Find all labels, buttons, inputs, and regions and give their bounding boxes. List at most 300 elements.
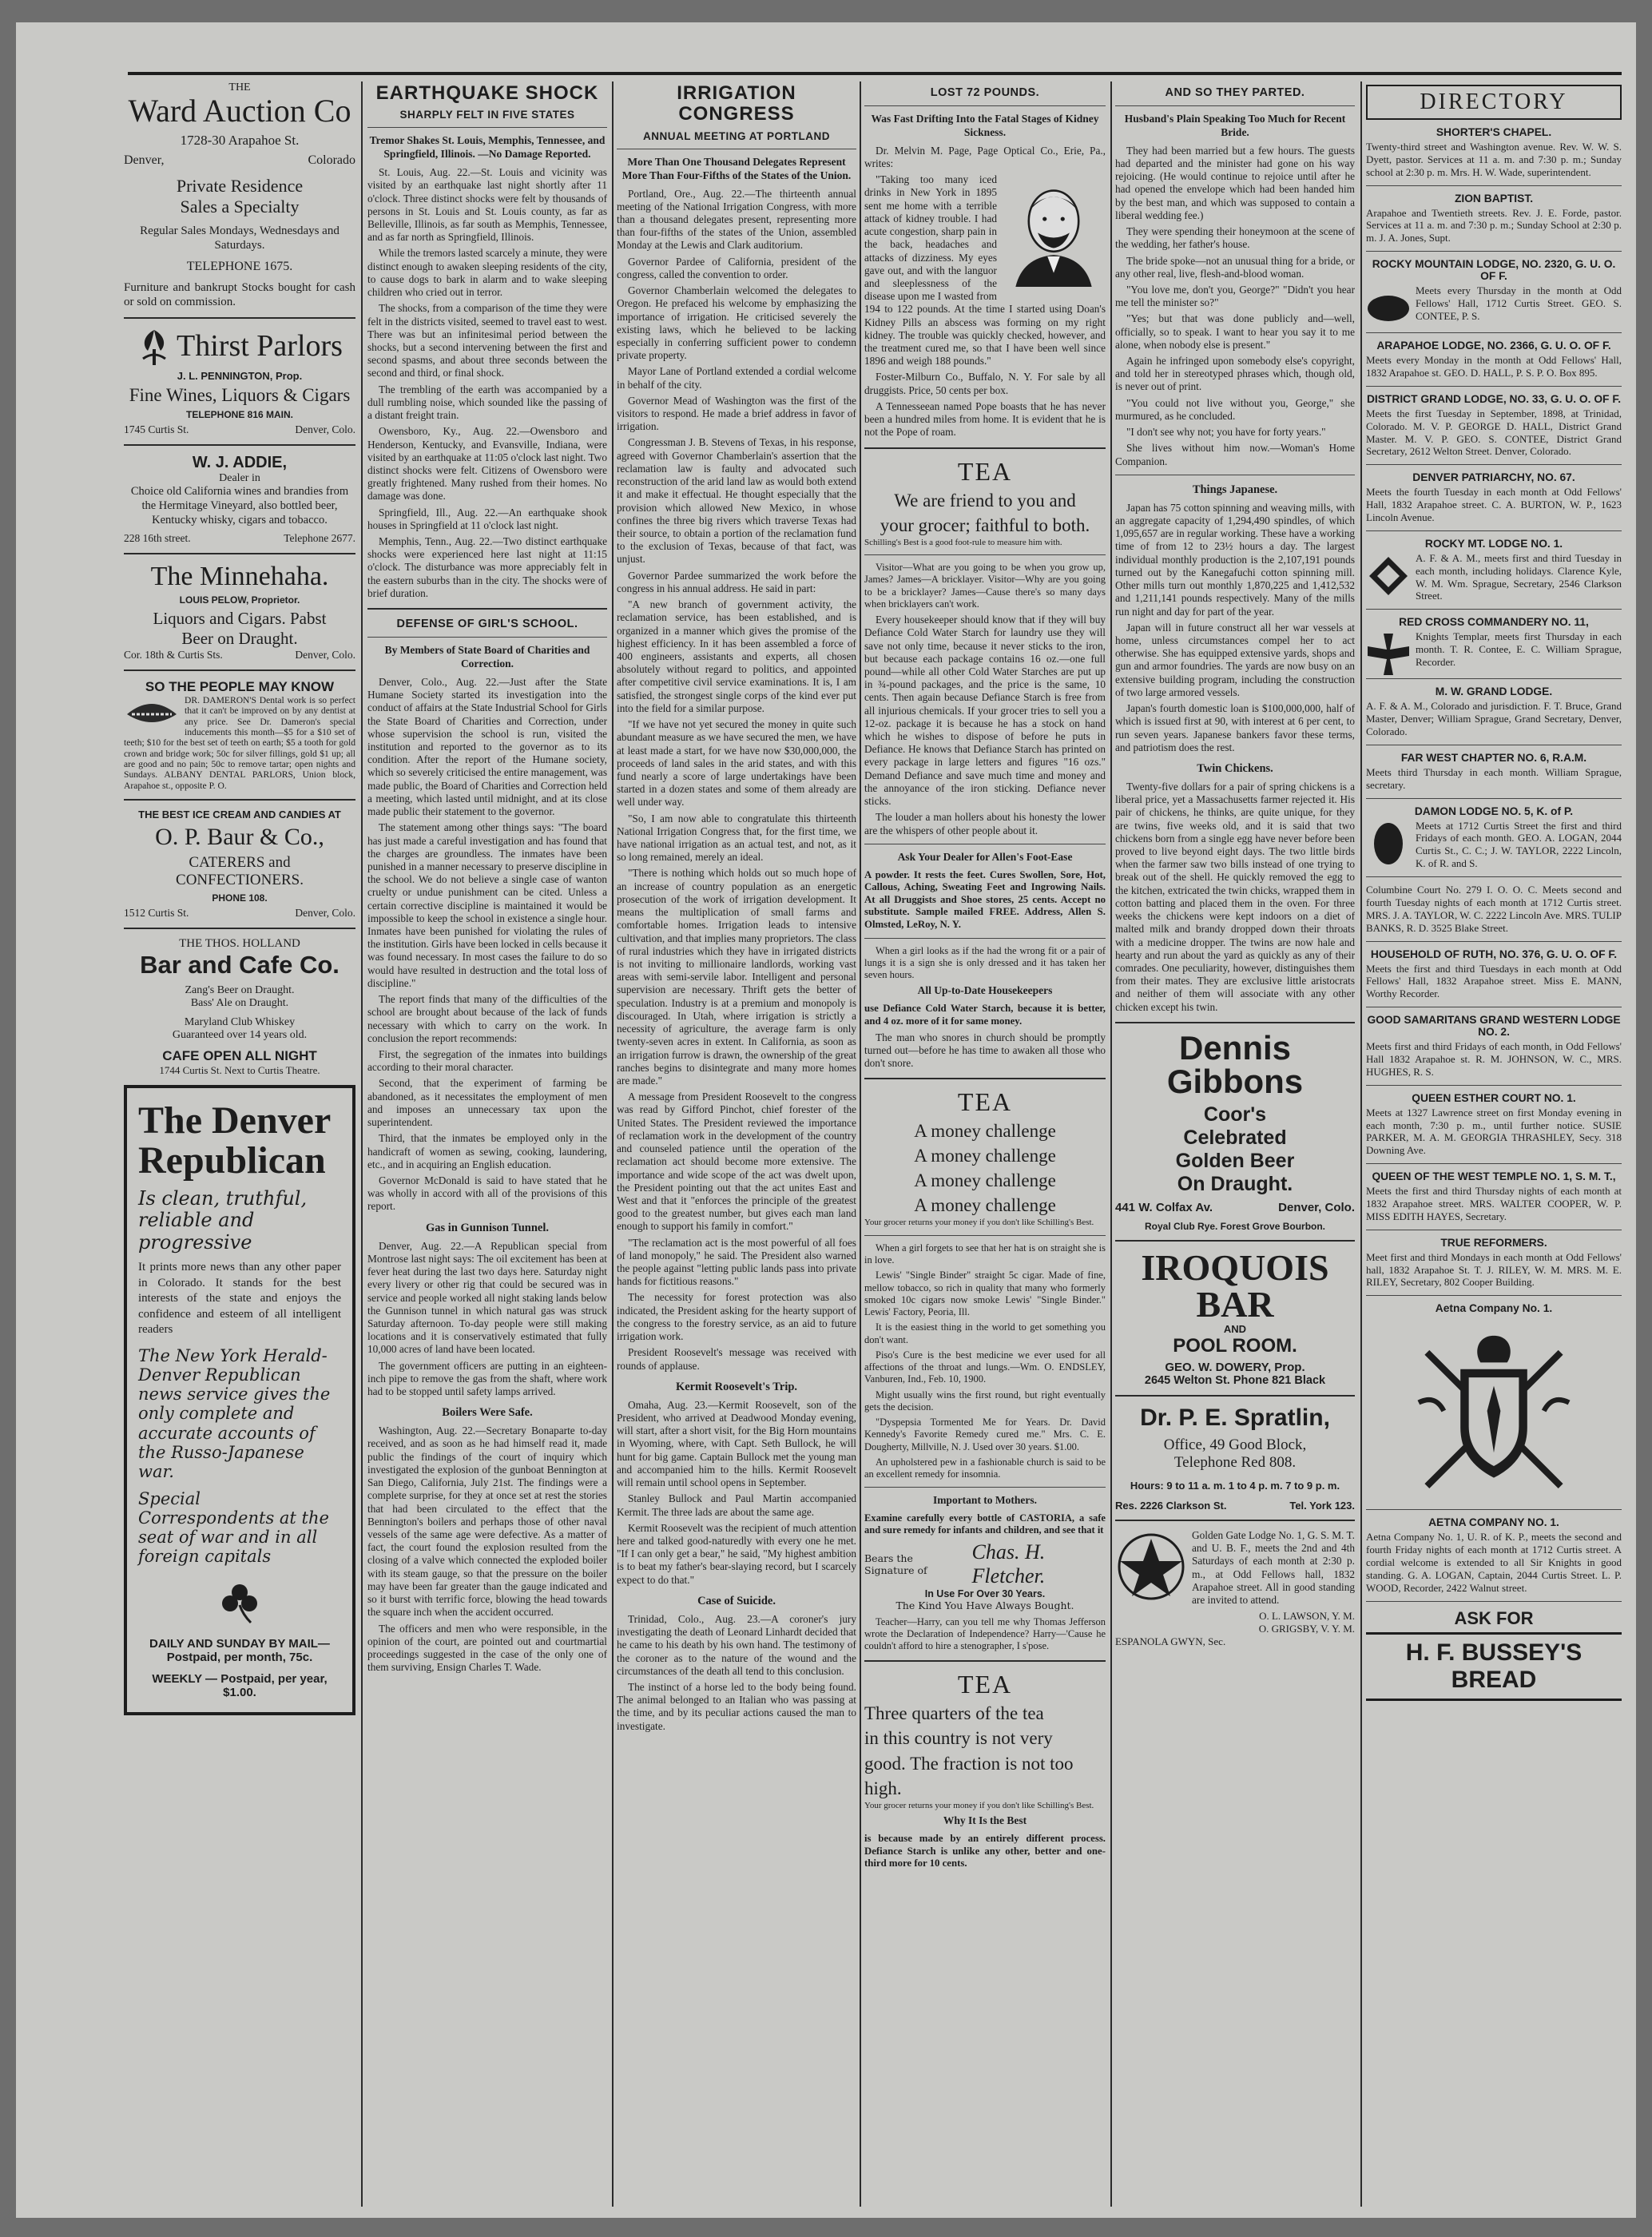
paragraph: Japan will in future construct all her war vessels at home, unless circumstances compel her to act otherwise. She has equipped extensive yards, shops and gun and armor foundries. The yards are now busy on an extensive building program, including the construction of two large armored vessels. bbox=[1115, 621, 1355, 698]
paragraph: Governor Mead of Washington was the first of the visitors to respond. He made a brief address in favor of irrigation. bbox=[617, 394, 856, 433]
divider bbox=[1366, 185, 1622, 186]
ad-text: DAILY AND SUNDAY BY MAIL—Postpaid, per month, 75c. bbox=[149, 1636, 330, 1664]
ad-title: O. P. Baur & Co., bbox=[155, 823, 324, 850]
shamrock-ornament-icon bbox=[216, 1578, 264, 1626]
paragraph: They had been married but a few hours. The guests had departed and the minister had gone on his way rejoicing. (He would continue to rejoice until after he had opened the envelope which had been handed him by the best man, and which was supposed to contain a liberal wedding fee.) bbox=[1115, 144, 1355, 221]
ad-city: Denver, Colo. bbox=[295, 423, 355, 436]
directory-entry bbox=[1366, 752, 1622, 799]
ad-text: your grocer; faithful to both. bbox=[880, 515, 1090, 535]
girls-school-article bbox=[367, 618, 607, 1214]
divider bbox=[124, 317, 355, 319]
paragraph: The report finds that many of the difficulties of the school are brought about because of the lack of funds necessary with which to carry on the work. In conclusion the report recommends: bbox=[367, 993, 607, 1044]
deck: By Members of State Board of Charities and Correction. bbox=[384, 644, 590, 670]
paragraph: It is the easiest thing in the world to get something you don't want. bbox=[864, 1321, 1106, 1345]
paragraph: Third, that the inmates be employed only in the handicraft of women as sewing, cooking, laundering, etc., and in acquiring an English education. bbox=[367, 1132, 607, 1170]
paragraph: While the tremors lasted scarcely a minute, they were distinct enough to awaken sleeping residents of the city, to cause dogs to bark in alarm and to wake sleeping children who cried out in terror. bbox=[367, 247, 607, 299]
ad-text: On Draught. bbox=[1177, 1172, 1293, 1195]
ad-text: It prints more news than any other paper in Colorado. It stands for the best interests of the state and enjoys the confidence and esteem of all intelligent readers bbox=[138, 1261, 341, 1337]
ad-phone: TELEPHONE 1675. bbox=[186, 259, 293, 273]
paragraph: Governor McDonald is said to have stated that he was wholly in accord with all of the provisions of this report. bbox=[367, 1174, 607, 1213]
ad-proprietor: J. L. PENNINGTON, Prop. bbox=[177, 370, 303, 383]
paragraph: Denver, Aug. 22.—A Republican special from Montrose last night says: The oil excitement has been at fever heat during the last two days here. Saturday night every livery or other rig that could be secured was in service and people worked all night staking lands below the Gunnison tunnel in which natural gas was struck Saturday afternoon. To-day people were still making locations and it is conservatively estimated that fully 10,000 acres of land have been located. bbox=[367, 1239, 607, 1356]
paragraph: An upholstered pew in a fashionable church is said to be an excellent remedy for insomnia. bbox=[864, 1456, 1106, 1480]
ad-text: DR. DAMERON'S Dental work is so perfect that it can't be improved on by any dentist at any price. See Dr. Dameron's special inducements this month—$5 for a $10 set of teeth; $10 for the best set of teeth on earth; $5 a tooth for gold crown and bridge work; 50c for silver fillings, gold $1 up; all are good and no pain; 50c to remove tartar; open nights and Sundays. ALBANY DENTAL PARLORS, Union block, Arapahoe st., opposite P. O. bbox=[124, 694, 355, 791]
ad-title: Bar and Cafe Co. bbox=[140, 950, 340, 979]
tea-ad-1 bbox=[864, 457, 1106, 549]
ad-text: Zang's Beer on Draught. bbox=[185, 983, 295, 996]
paragraph: Stanley Bullock and Paul Martin accompanied Kermit. The three lads are about the same age. bbox=[617, 1492, 856, 1518]
ad-title: Ward Auction Co bbox=[128, 93, 351, 129]
directory-entry bbox=[1366, 471, 1622, 531]
ad-title: Dr. P. E. Spratlin, bbox=[1140, 1404, 1330, 1431]
divider bbox=[864, 105, 1106, 106]
ad-text: Maryland Club Whiskey bbox=[184, 1015, 296, 1028]
directory-entry-heading: HOUSEHOLD OF RUTH, NO. 376, G. U. O. OF F. bbox=[1370, 948, 1618, 960]
ad-title: TEA bbox=[957, 1670, 1013, 1699]
iroquois-bar-ad bbox=[1115, 1246, 1355, 1387]
directory-entry-text: Knights Templar, meets first Thursday in each month. T. R. Contee, E. C. William Sprague, Recorder. bbox=[1416, 630, 1622, 669]
ad-text: Golden Beer bbox=[1175, 1149, 1295, 1172]
ad-city: Denver, Colo. bbox=[1278, 1200, 1355, 1214]
divider bbox=[1366, 798, 1622, 799]
ad-address: Cor. 18th & Curtis Sts. bbox=[124, 648, 223, 661]
ad-title: The Denver bbox=[138, 1099, 332, 1142]
divider bbox=[864, 938, 1106, 939]
officer: ESPANOLA GWYN, Sec. bbox=[1115, 1635, 1226, 1648]
paragraph: Owensboro, Ky., Aug. 22.—Owensboro and Henderson, Kentucky, and Evansville, Indiana, were visited by an earthquake at 11:05 o'clock last night. Two distinct shocks were felt. Citizens of Owensboro were greatly frightened. Many rushed from their homes. No damage was done. bbox=[367, 425, 607, 503]
ad-text: In Use For Over 30 Years. bbox=[924, 1587, 1046, 1599]
directory-entry-heading: DENVER PATRIARCHY, NO. 67. bbox=[1412, 471, 1575, 484]
divider bbox=[1366, 251, 1622, 252]
paragraph: "Yes; but that was done publicly and—well, officially, so to speak. I want to hear you say it to me alone, when nobody else is present." bbox=[1115, 312, 1355, 351]
directory-entry-heading: FAR WEST CHAPTER NO. 6, R.A.M. bbox=[1400, 751, 1587, 764]
ad-title: TEA bbox=[957, 456, 1013, 486]
portrait-illustration-icon bbox=[1002, 175, 1106, 295]
paragraph: Trinidad, Colo., Aug. 23.—A coroner's jury investigating the death of Leonard Linhardt decided that he came to his death by his own hand. The testimony of the coroner as to the nature of the wound and the circumstances of the death all tend to this conclusion. bbox=[617, 1612, 856, 1677]
directory-entry-text: A. F. & A. M., meets first and third Tuesday in each month, including holidays. Clarence Kyle, W. M. Wm. Sprague, Secretary, 2546 Clarkson Street. bbox=[1416, 551, 1622, 602]
ad-proprietor: GEO. W. DOWERY, Prop. bbox=[1165, 1360, 1305, 1374]
ad-text: Dealer in bbox=[219, 472, 260, 485]
ad-title: Thirst Parlors bbox=[177, 329, 343, 364]
paragraph: Memphis, Tenn., Aug. 22.—Two distinct earthquake shocks were experienced here last night at 11:15 o'clock. The disturbance was more appreciably felt in the eastern suburbs than in the city. The shocks were of brief duration. bbox=[367, 535, 607, 599]
spratlin-ad bbox=[1115, 1405, 1355, 1512]
directory-entry-heading: TRUE REFORMERS. bbox=[1440, 1236, 1547, 1249]
paragraph: Washington, Aug. 22.—Secretary Bonaparte to-day received, and as soon as he had himself read it, made public the findings of the court of inquiry which investigated the explosion of the gunboat Bennington at San Diego, California, July 21st. The findings were a complete surprise, for they at once set at rest the stories that had been circulated to the effect that the Bennington's boilers and perhaps those of other naval vessels of the same age were defective. As a matter of fact, the court found the explosion resulted from the closing of a valve which connected the exploded boiler with its steam gauge, so that the pressure on the boiler may have been far greater than the gauge indicated and so it burst with terrific force, blowing the head towards the square inch when the accident occurred. bbox=[367, 1424, 607, 1619]
ad-title: SO THE PEOPLE MAY KNOW bbox=[145, 678, 335, 694]
paragraph: The statement among other things says: "The board has just made a careful investigation and has found that the charges are groundless. The inmates have been punished in a manner necessary to preserve discipline in the school. We do not believe a single case of wanton cruelty or undue punishment can be cited. Unless a certain corrective discipline is maintained it would be impossible to keep the school in existence a single hour. Inmates have been punished for violating the rules of the institution. Girls have been locked in cells because it was found necessary. In most cases the failure to do so would have resulted in destruction and the total loss of discipline." bbox=[367, 821, 607, 989]
tea-ad-2 bbox=[864, 1087, 1106, 1229]
paragraph: Mayor Lane of Portland extended a cordial welcome in behalf of the city. bbox=[617, 365, 856, 391]
thirst-parlors-ad bbox=[124, 327, 355, 436]
news-column-5 bbox=[1115, 81, 1355, 2207]
ads-column bbox=[124, 81, 355, 2207]
ad-note: Your grocer returns your money if you don't like Schilling's Best. bbox=[864, 1218, 1094, 1228]
divider bbox=[1115, 1395, 1355, 1397]
directory-entry-text: Meets third Thursday in each month. William Sprague, secretary. bbox=[1366, 765, 1622, 791]
paragraph: "I don't see why not; you have for forty years." bbox=[1126, 426, 1326, 439]
ad-tagline: Is clean, truthful, reliable and progressive bbox=[138, 1186, 308, 1254]
ad-text: CAFE OPEN ALL NIGHT bbox=[162, 1047, 317, 1063]
headline: Case of Suicide. bbox=[697, 1594, 776, 1607]
directory-entry bbox=[1366, 1170, 1622, 1230]
ad-text: A money challenge bbox=[914, 1146, 1056, 1166]
directory-entry bbox=[1366, 1237, 1622, 1297]
ad-city: Denver, Colo. bbox=[295, 648, 355, 661]
ad-city: Denver, Colo. bbox=[295, 906, 355, 919]
paragraph: Springfield, Ill., Aug. 22.—An earthquake shook houses in Springfield at 11 o'clock last night. bbox=[367, 506, 607, 531]
divider bbox=[367, 127, 607, 128]
directory-entry-heading: QUEEN OF THE WEST TEMPLE NO. 1, S. M. T., bbox=[1372, 1170, 1616, 1183]
paragraph: The instinct of a horse led to the body being found. The animal belonged to an Italian who was passing at the time, and by its peculiar actions caused the man to investigate. bbox=[617, 1680, 856, 1732]
ad-title: W. J. ADDIE, bbox=[192, 454, 288, 472]
directory-entry-text: Meets every Thursday in the month at Odd Fellows' Hall, 1712 Curtis Street. GEO. S. CONTEE, P. S. bbox=[1416, 284, 1622, 322]
ad-address: 441 W. Colfax Av. bbox=[1115, 1200, 1213, 1214]
ad-text: Royal Club Rye. Forest Grove Bourbon. bbox=[1144, 1220, 1326, 1232]
directory-entry-text: Meets the first Tuesday in September, 1898, at Trinidad, Colorado. M. V. P. GEORGE D. HALL, District Grand Master. M. V. P. GEO. S. CONTEE, District Grand Secretary, 2612 Welton Street. Denver, Colorado. bbox=[1366, 407, 1622, 458]
directory-entry bbox=[1366, 340, 1622, 387]
ad-title: Dennis Gibbons bbox=[1166, 1028, 1304, 1100]
ad-phone: Telephone Red 808. bbox=[1173, 1453, 1297, 1471]
headline: LOST 72 POUNDS. bbox=[930, 86, 1040, 99]
ad-text: high. bbox=[864, 1778, 902, 1798]
directory-entry bbox=[1366, 538, 1622, 610]
ad-title: All Up-to-Date Housekeepers bbox=[917, 984, 1053, 997]
divider bbox=[1115, 1520, 1355, 1521]
ad-title: Ask Your Dealer for Allen's Foot-Ease bbox=[897, 850, 1073, 863]
divider bbox=[1366, 464, 1622, 465]
ad-text: 1744 Curtis St. Next to Curtis Theatre. bbox=[159, 1063, 320, 1076]
ad-phone: TELEPHONE 816 MAIN. bbox=[185, 409, 294, 421]
directory-entry-heading: GOOD SAMARITANS GRAND WESTERN LODGE NO. 2. bbox=[1367, 1014, 1621, 1039]
divider bbox=[367, 608, 607, 610]
officer: O. GRIGSBY, V. Y. M. bbox=[1258, 1623, 1355, 1635]
divider bbox=[124, 928, 355, 929]
paragraph: "You love me, don't you, George?" "Didn't you hear me tell the minister so?" bbox=[1115, 283, 1355, 309]
divider bbox=[1366, 1509, 1622, 1510]
divider bbox=[864, 1487, 1106, 1488]
ad-text: Liquors and Cigars. Pabst bbox=[153, 608, 327, 628]
column-rule bbox=[361, 81, 363, 2207]
news-column-3 bbox=[617, 81, 856, 2207]
directory-entry-heading: DISTRICT GRAND LODGE, NO. 33, G. U. O. OF F. bbox=[1366, 392, 1622, 405]
directory-list bbox=[1366, 126, 1622, 1602]
paragraph: Omaha, Aug. 23.—Kermit Roosevelt, son of the President, who arrived at Deadwood Monday evening, will start, after a short visit, for the Big Horn mountains in Wyoming, where, with Capt. Seth Bullock, he will hunt for big game. Captain Bullock met the young man and accompanied him to the hills. Kermit Roosevelt will remain until school opens in September. bbox=[617, 1398, 856, 1489]
subheadline: ANNUAL MEETING AT PORTLAND bbox=[643, 129, 830, 142]
directory-entry-heading: SHORTER'S CHAPEL. bbox=[1436, 126, 1552, 138]
paragraph: The trembling of the earth was accompanied by a dull rumbling noise, which sounded like the passing of a distant freight train. bbox=[367, 383, 607, 422]
directory-entry-heading: ROCKY MT. LODGE NO. 1. bbox=[1424, 537, 1563, 550]
ad-text: Guaranteed over 14 years old. bbox=[172, 1028, 308, 1041]
dennis-gibbons-ad bbox=[1115, 1028, 1355, 1232]
paragraph: When a girl looks as if the had the wrong fit or a pair of lungs it is a sign she is only dressed and it has taken her seven hours. bbox=[864, 944, 1106, 981]
directory-entry-text: Meets first and third Fridays of each month, in Odd Fellows' Hall 1832 Arapahoe st. R. M. JOHNSON, W. C., MRS. HUGHES, R. S. bbox=[1366, 1040, 1622, 1078]
paragraph: Every housekeeper should know that if they will buy Defiance Cold Water Starch for laundry use they will save not only time, because it never sticks to the iron, but because each package contains 16 oz.—one full pound—while all other Cold Water Starches are put up in ¾-pound packages, and the price is the same, 10 cents. Then again because Defiance Starch is free from all injurious chemicals. If your grocer tries to sell you a 12-oz. package it is because he has a stock on hand which he wishes to dispose of before he puts in Defiance. He knows that Defiance Starch has printed on every package in large letters and figures "16 ozs." Demand Defiance and save much time and money and the annoyance of the iron sticking. Defiance never sticks. bbox=[864, 614, 1106, 808]
ad-text: Private Residence bbox=[176, 176, 304, 196]
ad-text: The New York Herald-Denver Republican news service gives the only complete and accurate accounts of the Russo-Japanese war. bbox=[138, 1345, 331, 1481]
deck: More Than One Thousand Delegates Represent More Than Four-Fifths of the States of the Union. bbox=[621, 155, 852, 181]
divider bbox=[864, 1660, 1106, 1662]
directory-entry-text: Meets the first and third Thursday nights of each month at 1832 Arapahoe street. MRS. WALTER COOPER, W. P. MISS EDITH HAYES, Secretary. bbox=[1366, 1185, 1622, 1222]
directory-entry bbox=[1366, 805, 1622, 877]
paragraph: A message from President Roosevelt to the congress was read by Gifford Pinchot, chief forester of the United States. The President reviewed the importance of reclamation work in the development of the country and counseled patience until the operation of the reclamation act should become more extensive. The importance and wide scope of the act was dwelt upon, the President pointing out that the act unites East and West and that it "enforces the principle of the greatest good to the greatest number, but gives each man land enough to support his family in comfort." bbox=[617, 1091, 856, 1233]
divider bbox=[1366, 609, 1622, 610]
directory-entry bbox=[1366, 193, 1622, 252]
paragraph: First, the segregation of the inmates into buildings according to their moral character. bbox=[367, 1048, 607, 1074]
divider bbox=[1115, 105, 1355, 106]
tea-ad-3 bbox=[864, 1670, 1106, 1811]
deck: Tremor Shakes St. Louis, Memphis, Tennessee, and Springfield, Illinois. —No Damage Reported. bbox=[369, 134, 606, 161]
bussey-bread-ad: H. F. BUSSEY'S BREAD bbox=[1366, 1632, 1622, 1701]
ad-title: Important to Mothers. bbox=[932, 1494, 1038, 1507]
divider bbox=[124, 799, 355, 801]
ad-text: Celebrated bbox=[1183, 1126, 1287, 1149]
lodge-emblem-icon bbox=[1366, 286, 1411, 331]
directory-entry-text: Meets at 1327 Lawrence street on first Monday evening in each month, 7:30 p. m., until further notice. SUSIE PARKER, M. A. M. GEORGIA THRASHLEY, Secy. 318 Downing Ave. bbox=[1366, 1106, 1622, 1157]
paragraph: Japan has 75 cotton spinning and weaving mills, with an aggregate capacity of 1,294,490 spindles, of which 1,095,657 are in regular working. These have a working time of from 12 to 23½ hours a day. The largest individual monthly production is the 2,107,191 pounds turned out by the Kanegafuchi cotton spinning mill. Other mills turn out monthly 1,870,225 and 1,412,532 and 1,211,141 pounds respectively. Many of the mills run night and day for part of the year. bbox=[1115, 501, 1355, 618]
directory-entry-text: Meet first and third Mondays in each month at Odd Fellows' hall, 1832 Arapahoe St. T. J. RILEY, W. M. MRS. M. E. RILEY, Secretary, 802 Cooper Building. bbox=[1366, 1250, 1622, 1289]
directory-title: DIRECTORY bbox=[1366, 85, 1622, 120]
paragraph: The man who snores in church should be promptly turned out—before he has time to awaken all those who don't snore. bbox=[864, 1031, 1106, 1069]
ad-text: THE bbox=[228, 81, 251, 93]
divider bbox=[864, 447, 1106, 449]
ad-text: The Kind You Have Always Bought. bbox=[895, 1599, 1074, 1611]
ad-address: 228 16th street. bbox=[124, 532, 191, 545]
directory-entry-text: Arapahoe and Twentieth streets. Rev. J. E. Forde, pastor. Services at 11 a. m. and 7:30 p. m.; Sunday School at 2:30 p. m. J. A. Jones, Supt. bbox=[1366, 206, 1622, 244]
ad-text: Bass' Ale on Draught. bbox=[190, 996, 289, 1009]
divider bbox=[1366, 1163, 1622, 1164]
holland-ad bbox=[124, 937, 355, 1077]
paragraph: The officers and men who were responsible, in the opinion of the court, are pointed out and courtmartial proceedings suggested in the case of the only one of them surviving, Ensign Charles T. Wade. bbox=[367, 1622, 607, 1674]
divider bbox=[1366, 876, 1622, 877]
directory-entry-heading: Aetna Company No. 1. bbox=[1435, 1302, 1553, 1315]
directory-entry-heading: AETNA COMPANY NO. 1. bbox=[1428, 1516, 1559, 1529]
thistle-ornament-icon bbox=[137, 327, 172, 367]
subheadline: SHARPLY FELT IN FIVE STATES bbox=[399, 109, 575, 121]
paragraph: President Roosevelt's message was received with rounds of applause. bbox=[617, 1346, 856, 1372]
ad-text: THE THOS. HOLLAND bbox=[179, 936, 300, 950]
ad-address: 1745 Curtis St. bbox=[124, 423, 189, 436]
headline: Boilers Were Safe. bbox=[442, 1406, 533, 1420]
minnehaha-ad bbox=[124, 562, 355, 662]
paragraph: She lives without him now.—Woman's Home Companion. bbox=[1115, 442, 1355, 467]
ad-text: Fine Wines, Liquors & Cigars bbox=[129, 385, 351, 406]
paragraph: Second, that the experiment of farming be abandoned, as it necessitates the employment of men and imposes an unnecessary tax upon the superintendent. bbox=[367, 1077, 607, 1129]
ad-text: A powder. It rests the feet. Cures Swollen, Sore, Hot, Callous, Aching, Sweating Feet and Ingrowing Nails. At all Druggists and Shoe stores, 25 cents. Accept no substitute. Sample mailed FREE. Address, Allen S. Olmsted, LeRoy, N. Y. bbox=[864, 868, 1106, 931]
directory-entry bbox=[1366, 1516, 1622, 1601]
paragraph: Teacher—Harry, can you tell me why Thomas Jefferson wrote the Declaration of Independence? Harry—'Cause he couldn't afford to hire a stenographer, I s'pose. bbox=[864, 1615, 1106, 1652]
directory-entry bbox=[1366, 126, 1622, 186]
divider bbox=[864, 1235, 1106, 1236]
ad-proprietor: LOUIS PELOW, Proprietor. bbox=[179, 594, 300, 606]
addie-ad bbox=[124, 454, 355, 545]
paragraph: "If we have not yet secured the money in quite such abundant measure as we have secured the men, we have at least made a start, for we have now $30,000,000, the proceeds of land sales in the arid states, and with this fund nearly a score of large undertakings have been started in a dozen states and some of them already are well under way. bbox=[617, 718, 856, 809]
ad-text: Special Correspondents at the seat of war and in all foreign capitals bbox=[138, 1488, 329, 1567]
top-rule bbox=[128, 72, 1622, 75]
ad-text: Sales a Specialty bbox=[180, 197, 300, 217]
irrigation-article bbox=[617, 83, 856, 1373]
ad-text: Coor's bbox=[1203, 1103, 1267, 1126]
ad-text: CONFECTIONERS. bbox=[176, 871, 304, 888]
paragraph: When a girl forgets to see that her hat is on straight she is in love. bbox=[864, 1242, 1106, 1266]
headline: Gas in Gunnison Tunnel. bbox=[426, 1221, 549, 1234]
paragraph: Piso's Cure is the best medicine we ever used for all affections of the throat and lungs.—Wm. O. ENDSLEY, Vanburen, Ind., Feb. 10, 1900. bbox=[864, 1349, 1106, 1385]
directory-entry bbox=[1366, 884, 1622, 941]
ad-text: AND bbox=[1223, 1322, 1247, 1335]
directory-entry bbox=[1366, 1302, 1622, 1510]
directory-entry-text: Meets every Monday in the month at Odd Fellows' Hall, 1832 Arapahoe st. GEO. D. HALL, P. S. P. O. Box 895. bbox=[1366, 354, 1622, 379]
ad-phone: Tel. York 123. bbox=[1289, 1499, 1355, 1512]
divider bbox=[1366, 678, 1622, 679]
divider bbox=[1366, 941, 1622, 942]
ad-state: Colorado bbox=[308, 153, 355, 167]
paragraph: The necessity for forest protection was also indicated, the President asking for the hearty support of the congress to the forestry service, as an aid to future irrigation work. bbox=[617, 1291, 856, 1343]
paragraph: Governor Pardee summarized the work before the congress in his annual address. He said in part: bbox=[617, 569, 856, 594]
headline: Twin Chickens. bbox=[1197, 761, 1273, 775]
directory-entry-text: Meets the fourth Tuesday in each month at Odd Fellows' Hall, 1832 Arapahoe street. C. A. BURTON, W. P., 1623 Lincoln Avenue. bbox=[1366, 486, 1622, 524]
headline: IRRIGATION CONGRESS bbox=[677, 82, 796, 125]
paragraph: Foster-Milburn Co., Buffalo, N. Y. For sale by all druggists. Price, 50 cents per box. bbox=[864, 371, 1106, 396]
dameron-dental-ad bbox=[124, 679, 355, 791]
lodge-emblem-icon bbox=[1366, 554, 1411, 598]
paragraph: Kermit Roosevelt was the recipient of much attention here and talked good-naturedly with every one he met. "If I can only get a bear," he said, "My highest ambition is to beat my father's bear-slaying record, but I scarcely expect to do that." bbox=[617, 1521, 856, 1586]
directory-entry-heading: ROCKY MOUNTAIN LODGE, NO. 2320, G. U. O. OF F. bbox=[1372, 258, 1616, 283]
ad-text: Furniture and bankrupt Stocks bought for cash or sold on commission. bbox=[124, 280, 355, 308]
ad-address: 1512 Curtis St. bbox=[124, 906, 189, 919]
directory-entry-text: Meets at 1712 Curtis Street the first and third Fridays of each month. GEO. A. LOGAN, 2044 Curtis St., C. C.; J. W. TAYLOR, 2222 Lincoln, K. of R. and S. bbox=[1416, 819, 1622, 870]
divider bbox=[864, 1078, 1106, 1079]
directory-entry-text: Aetna Company No. 1, U. R. of K. P., meets the second and fourth Friday nights of each month at 1712 Curtis street. A cordial welcome is extended to all Sir Knights in good standing. G. A. LOGAN, Captain, 2044 Curtis Street. L. P. WOOD, Recorder, 2422 Walnut street. bbox=[1366, 1531, 1622, 1594]
paragraph: "The reclamation act is the most powerful of all foes of land monopoly," he said. The President also warned the people against "letting public lands pass into private hands for fictitious reasons." bbox=[617, 1236, 856, 1288]
earthquake-article bbox=[367, 83, 607, 600]
directory-entry-heading: M. W. GRAND LODGE. bbox=[1435, 685, 1553, 698]
news-column-4 bbox=[864, 81, 1106, 2207]
ad-text: good. The fraction is not too bbox=[864, 1753, 1074, 1774]
lodge-emblem-icon bbox=[1366, 632, 1411, 677]
ad-text: Bears the Signature of bbox=[864, 1552, 927, 1576]
ad-text: in this country is not very bbox=[864, 1728, 1053, 1749]
paragraph: Might usually wins the first round, but right eventually gets the decision. bbox=[864, 1389, 1106, 1413]
deck: Was Fast Drifting Into the Fatal Stages of Kidney Sickness. bbox=[871, 113, 1099, 138]
column-rule bbox=[612, 81, 614, 2207]
directory-entry bbox=[1366, 1014, 1622, 1086]
baur-ad bbox=[124, 809, 355, 920]
paragraph: Governor Chamberlain welcomed the delegates to Oregon. He prefaced his welcome by emphasizing the importance of irrigation. He criticised severely the existing laws, which he believed to be lacking especially in conferring sufficient power to condemn private property. bbox=[617, 284, 856, 362]
ad-note: Your grocer returns your money if you don't like Schilling's Best. bbox=[864, 1800, 1094, 1810]
bread-ad-lead: ASK FOR bbox=[1454, 1607, 1534, 1628]
paragraph: Again he infringed upon somebody else's copyright, and told her in stereotyped phrases which, though old, is never out of print. bbox=[1115, 355, 1355, 393]
paragraph: Twenty-five dollars for a pair of spring chickens is a liberal price, yet a Massachusetts farmer rejected it. His pair of chickens, he thinks, are quite unique, for they are twins, five weeks old, and it is said that two chickens born from a single egg have never before been proved to live beyond eight days. The two little birds when the farmer saw two bills instead of one trying to break out of the shell. He quickly removed the egg to the kitchen, extricated the twin chicks, wrapped them in cotton batting and placed them in the oven. For three weeks the chickens were kept indoors on a diet of malted milk and brandy dropped down their throats with a medicine dropper. The twins are now hale and hearty and run about the yard as quickly as any of their comrades. One peculiarity, however, distinguishes them from their mates. They are exclusive little aristocrats and neither of them will associate with any other chicken except his twin. bbox=[1115, 780, 1355, 1013]
paragraph: They were spending their honeymoon at the scene of the wedding, her father's house. bbox=[1115, 225, 1355, 251]
ad-title: IROQUOIS BAR bbox=[1141, 1246, 1329, 1325]
paragraph: Denver, Colo., Aug. 22.—Just after the State Humane Society started its investigation into the conduct of affairs at the State Industrial School for Girls the State Board of Charities and Correction, under whose supervision the school is run, visited the institution and reported to the governor as to its condition. After the report of the Humane society, which so severely criticised the entire management, was made public, the Board of Charities and Correction held a meeting, which lasted until midnight, and at its close made public their statement to the governor. bbox=[367, 675, 607, 818]
column-rule bbox=[1360, 81, 1362, 2207]
headline: EARTHQUAKE SHOCK bbox=[375, 82, 599, 104]
directory-entry bbox=[1366, 393, 1622, 465]
directory-entry-heading: ARAPAHOE LODGE, NO. 2366, G. U. O. OF F. bbox=[1376, 340, 1611, 352]
newspaper-page bbox=[16, 22, 1636, 2218]
directory-column bbox=[1366, 81, 1622, 2207]
paragraph: St. Louis, Aug. 22.—St. Louis and vicinity was visited by an earthquake last night shortly after 11 o'clock. Three distinct shocks were felt by thousands of persons in St. Louis and St. Louis county, as far as Belleville, Illinois, as far south as Memphis, Tennessee, and as far north as Springfield, Illinois. bbox=[367, 166, 607, 244]
paragraph: Visitor—What are you going to be when you grow up, James? James—A bricklayer. Visitor—Why are you going to be a bricklayer? James—Cause there's so many days when bricklayers can't work. bbox=[864, 562, 1106, 610]
ad-text: A money challenge bbox=[914, 1121, 1056, 1142]
ad-phone: Telephone 2677. bbox=[284, 532, 355, 545]
directory-entry bbox=[1366, 616, 1622, 679]
golden-gate-lodge-notice bbox=[1115, 1529, 1355, 1648]
divider bbox=[1366, 386, 1622, 387]
dentures-icon bbox=[124, 698, 180, 730]
paragraph: The bride spoke—not an unusual thing for a bride, or any other real, live, flesh-and-blood woman. bbox=[1115, 254, 1355, 280]
denver-republican-ad bbox=[124, 1085, 355, 1715]
divider bbox=[864, 554, 1106, 555]
paragraph: Dr. Melvin M. Page, Page Optical Co., Erie, Pa., writes: bbox=[864, 144, 1106, 169]
paragraph: Japan's fourth domestic loan is $100,000,000, half of which is issued first at 90, with interest at 6 per cent, to run seven years. Japanese bankers favor these terms, and patriotism does the rest. bbox=[1115, 702, 1355, 753]
divider bbox=[1115, 1240, 1355, 1242]
directory-entry bbox=[1366, 948, 1622, 1008]
ad-text: use Defiance Cold Water Starch, because it is better, and 4 oz. more of it for same money. bbox=[864, 1003, 1106, 1027]
directory-entry bbox=[1366, 1092, 1622, 1164]
ad-title: Republican bbox=[138, 1139, 326, 1182]
directory-entry-heading: QUEEN ESTHER COURT NO. 1. bbox=[1412, 1091, 1576, 1104]
ad-title: TEA bbox=[957, 1087, 1013, 1117]
directory-entry-text: Meets the first and third Tuesdays in each month at Odd Fellows' Hall, 1832 Arapahoe street. Miss E. MANN, Worthy Recorder. bbox=[1366, 962, 1622, 1000]
column-rule bbox=[1110, 81, 1112, 2207]
headline: Kermit Roosevelt's Trip. bbox=[675, 1380, 798, 1393]
ad-address: Office, 49 Good Block, bbox=[1163, 1436, 1307, 1453]
ad-title: The Minnehaha. bbox=[150, 562, 329, 592]
paragraph: A Tennesseean named Pope boasts that he has never been a hundred miles from home. It is evident that he is not the Pope of roam. bbox=[864, 399, 1106, 439]
directory-entry-heading: ZION BAPTIST. bbox=[1454, 192, 1534, 205]
signature: Chas. H. Fletcher. bbox=[971, 1540, 1046, 1587]
directory-entry-text: Twenty-third street and Washington avenue. Rev. W. W. S. Dyett, pastor. Services at 11 a. m. and 7:30 p. m.; Sunday school at 2:30 p. m. Mrs. H. W. Wade, superintendent. bbox=[1366, 141, 1622, 178]
ad-text: POOL ROOM. bbox=[1173, 1334, 1297, 1357]
divider bbox=[1366, 332, 1622, 333]
paragraph: "There is nothing which holds out so much hope of an increase of country population as an energetic prosecution of the work of irrigation development. It means the multiplication of small farms and comfortable homes. Irrigation leads to intensive cultivation, and that implies many proprietors. The class of rural industries which they have in irrigated districts is not inviting to millionaire landlords, working vast areas with semi-servile labor. Intelligent and personal supervision are necessary. Thrift gets the better of speculation. Industry is at a premium and monopoly is discouraged. In Utah, where irrigation is strictly a necessity of agriculture, the average farm is only twenty-seven acres in extent. In California, as soon as an irrigation furrow is drawn, the ownership of the great ranches begins to disintegrate and many more homes are made." bbox=[617, 867, 856, 1087]
directory-entry bbox=[1366, 685, 1622, 745]
lodge-emblem-icon bbox=[1366, 821, 1411, 866]
officer: O. L. LAWSON, Y. M. bbox=[1259, 1610, 1355, 1623]
ad-text: Beer on Draught. bbox=[181, 628, 298, 648]
ad-title: Why It Is the Best bbox=[943, 1814, 1027, 1827]
divider bbox=[1366, 1085, 1622, 1086]
ad-text: Choice old California wines and brandies from the Hermitage Vineyard, also bottled beer, Kentucky whisky, cigars and tobacco. bbox=[130, 485, 349, 526]
paragraph: The shocks, from a comparison of the time they were felt in the districts visited, seemed to travel east to west. There was but an infinitesimal period between the shocks, but a second intervening between the first and second spasms, and about three seconds between the second and third, or final shock. bbox=[367, 302, 607, 379]
headline: AND SO THEY PARTED. bbox=[1165, 86, 1305, 99]
headline: DEFENSE OF GIRL'S SCHOOL. bbox=[396, 618, 578, 631]
paragraph: "You could not live without you, George," she murmured, as he concluded. bbox=[1115, 396, 1355, 422]
directory-entry bbox=[1366, 258, 1622, 333]
ad-text: is because made by an entirely different process. Defiance Starch is unlike any other, better and one-third more for 10 cents. bbox=[864, 1832, 1106, 1869]
ad-address: Res. 2226 Clarkson St. bbox=[1115, 1499, 1227, 1512]
ad-text: We are friend to you and bbox=[894, 490, 1076, 511]
ad-text: CATERERS and bbox=[189, 853, 291, 871]
directory-entry-heading: DAMON LODGE NO. 5, K. of P. bbox=[1414, 805, 1574, 817]
paragraph: "So, I am now able to congratulate this thirteenth National Irrigation Congress that, for the first time, we have national irrigation as an actual test, and not, as it so long remained, merely an ideal. bbox=[617, 812, 856, 864]
paragraph: The louder a man hollers about his honesty the lower are the whispers of other people about it. bbox=[864, 811, 1106, 836]
ad-text: WEEKLY — Postpaid, per year, $1.00. bbox=[152, 1671, 328, 1699]
news-column-2 bbox=[367, 81, 607, 2207]
paragraph: Golden Gate Lodge No. 1, G. S. M. T. and U. B. F., meets the 2nd and 4th Saturdays of each month at 2:30 p. m., at Odd Fellows hall, 1832 Arapahoe street. All in good standing are invited to attend. bbox=[1192, 1528, 1355, 1606]
divider bbox=[367, 637, 607, 638]
divider bbox=[124, 553, 355, 554]
ad-text: A money challenge bbox=[914, 1170, 1056, 1191]
directory-entry-text: A. F. & A. M., Colorado and jurisdiction. F. T. Bruce, Grand Master, Denver; William Sprague, Grand Secretary, Denver, Colorado. bbox=[1366, 700, 1622, 738]
column-rule bbox=[860, 81, 861, 2207]
paragraph: The government officers are putting in an eighteen-inch pipe to remove the gas from the shaft, where work had to be stopped until safety lamps arrived. bbox=[367, 1359, 607, 1398]
paragraph: Governor Pardee of California, president of the congress, called the convention to order. bbox=[617, 255, 856, 280]
ad-text: Regular Sales Mondays, Wednesdays and Saturdays. bbox=[140, 224, 340, 252]
ad-text: Hours: 9 to 11 a. m. 1 to 4 p. m. 7 to 9 p. m. bbox=[1130, 1479, 1340, 1492]
ad-text: THE BEST ICE CREAM AND CANDIES AT bbox=[138, 808, 341, 820]
